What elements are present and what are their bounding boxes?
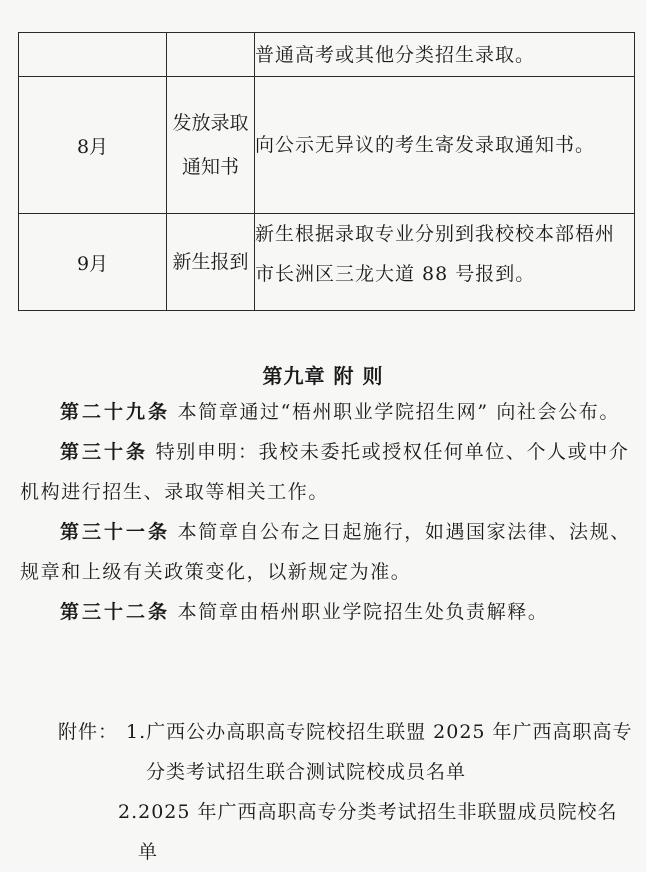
attachment-item: 2.2025 年广西高职高专分类考试招生非联盟成员院校名单 — [118, 801, 618, 863]
chapter-title: 第九章 附 则 — [262, 364, 384, 388]
article-paragraph — [20, 592, 636, 632]
article-paragraph — [20, 512, 636, 592]
attachments-section — [58, 712, 636, 872]
article-text: 本简章通过“梧州职业学院招生网” 向社会公布。 — [177, 401, 620, 423]
activity-cell — [167, 33, 255, 77]
table-row — [19, 33, 635, 77]
article-number: 第三十一条 — [60, 521, 171, 543]
description-cell: 向公示无异议的考生寄发录取通知书。 — [255, 77, 635, 214]
articles-section — [20, 392, 636, 632]
table-row — [19, 214, 635, 311]
article-paragraph — [20, 432, 636, 512]
attachments-label: 附件： — [58, 721, 119, 743]
description-cell: 普通高考或其他分类招生录取。 — [255, 33, 635, 77]
article-text: 特别申明：我校未委托或授权任何单位、个人或中介机构进行招生、录取等相关工作。 — [20, 441, 630, 503]
description-cell: 新生根据录取专业分别到我校校本部梧州市长洲区三龙大道 88 号报到。 — [255, 214, 635, 311]
table-row — [19, 77, 635, 214]
attachment-item: 1.广西公办高职高专院校招生联盟 2025 年广西高职高专分类考试招生联合测试院校成员名单 — [126, 721, 633, 783]
article-text: 本简章自公布之日起施行，如遇国家法律、法规、规章和上级有关政策变化，以新规定为准。 — [20, 521, 631, 583]
article-number: 第二十九条 — [60, 401, 171, 423]
article-number: 第三十条 — [60, 441, 149, 463]
article-number: 第三十二条 — [60, 601, 171, 623]
schedule-table — [18, 32, 635, 311]
month-cell: 8月 — [19, 77, 167, 214]
article-paragraph — [20, 392, 636, 432]
month-cell — [19, 33, 167, 77]
activity-cell: 新生报到 — [167, 214, 255, 311]
month-cell: 9月 — [19, 214, 167, 311]
article-text: 本简章由梧州职业学院招生处负责解释。 — [177, 601, 549, 623]
activity-cell: 发放录取通知书 — [167, 77, 255, 214]
